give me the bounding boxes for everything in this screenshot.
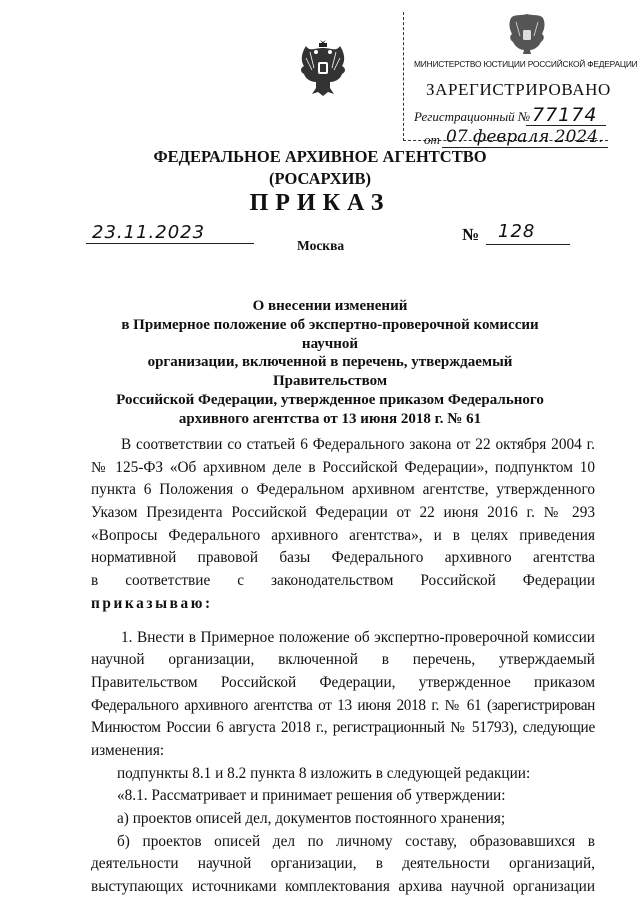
clause-8-1-b-line: выступающих источниками комплектования архива научной организации (91, 878, 595, 896)
stamp-from-label: от (424, 132, 440, 147)
subparagraph-intro: подпункты 8.1 и 8.2 пункта 8 изложить в следующей редакции: (117, 764, 531, 782)
preamble-line: нормативной правовой базы Федерального архивного агентства (91, 549, 595, 567)
city-name: Москва (297, 238, 345, 253)
subject-line: Российской Федерации, утвержденное приказом Федерального (116, 391, 544, 408)
subject-line: в Примерное положение об экспертно-проверочной комиссии научной (121, 316, 539, 352)
item1-line: научной организации, включенной в перечень, утверждаемый (91, 651, 595, 669)
stamp-regnum-value: 77174 (532, 104, 598, 126)
clause-8-1: «8.1. Рассматривает и принимает решения об утверждении: (117, 787, 506, 805)
document-title: ПРИКАЗ (249, 190, 391, 216)
subject-line: организации, включенной в перечень, утверждаемый Правительством (147, 354, 513, 390)
number-label: № (462, 225, 480, 244)
item1-line: Правительством Российской Федерации, утвержденное приказом (91, 673, 595, 691)
order-word: приказываю: (91, 594, 213, 612)
subject-line: архивного агентства от 13 июня 2018 г. № 61 (178, 410, 482, 427)
preamble-line: № 125-ФЗ «Об архивном деле в Российской Федерации», подпунктом 10 (91, 458, 595, 476)
stamp-ministry-text: МИНИСТЕРСТВО ЮСТИЦИИ РОССИЙСКОЙ ФЕДЕРАЦИИ (414, 59, 638, 69)
agency-abbreviation: (РОСАРХИВ) (269, 169, 371, 188)
clause-8-1-b-line: б) проектов описей дел по личному составу, образовавшихся в (117, 832, 595, 850)
preamble-line: В соответствии со статьей 6 Федерального закона от 22 октября 2004 г. (121, 436, 595, 453)
registration-stamp (403, 12, 638, 147)
stamp-regnum-label: Регистрационный № (414, 109, 531, 124)
agency-header (0, 146, 640, 190)
order-subject (95, 297, 565, 429)
preamble-line: в соответствие с законодательством Российской Федерации (91, 572, 595, 590)
preamble-line: Указом Президента Российской Федерации от 22 июня 2016 г. № 293 (91, 504, 595, 522)
stamp-emblem-icon (504, 12, 550, 56)
item1-line: изменения: (91, 741, 165, 759)
subject-line: О внесении изменений (252, 298, 408, 314)
clause-8-1-b-line: деятельности научной организации, в деятельности организаций, (91, 855, 595, 873)
stamp-from-date: 07 февраля 2024. (446, 127, 604, 147)
coat-of-arms-emblem (296, 38, 350, 98)
stamp-registered-text: ЗАРЕГИСТРИРОВАНО (426, 80, 611, 99)
item1-line: 1. Внести в Примерное положение об экспертно-проверочной комиссии (121, 628, 595, 646)
paragraph-gap (91, 616, 595, 627)
document-body (91, 434, 595, 899)
stamp-regnum-underline (526, 125, 606, 126)
preamble-line: «Вопросы Федерального архивного агентства», и в целях приведения (91, 526, 595, 544)
order-date: 23.11.2023 (92, 222, 206, 243)
agency-name: ФЕДЕРАЛЬНОЕ АРХИВНОЕ АГЕНТСТВО (153, 147, 487, 166)
item1-line: Федерального архивного агентства от 13 июня 2018 г. № 61 (зарегистрирован (91, 696, 595, 714)
number-underline (486, 244, 570, 245)
clause-8-1-a: а) проектов описей дел, документов постоянного хранения; (117, 810, 506, 827)
date-underline (86, 243, 254, 244)
preamble-line: пункта 6 Положения о Федеральном архивном агентстве, утвержденного (91, 481, 595, 499)
order-number: 128 (498, 221, 536, 242)
item1-line: Минюстом России 6 августа 2018 г., регистрационный № 51793), следующие (91, 719, 595, 737)
